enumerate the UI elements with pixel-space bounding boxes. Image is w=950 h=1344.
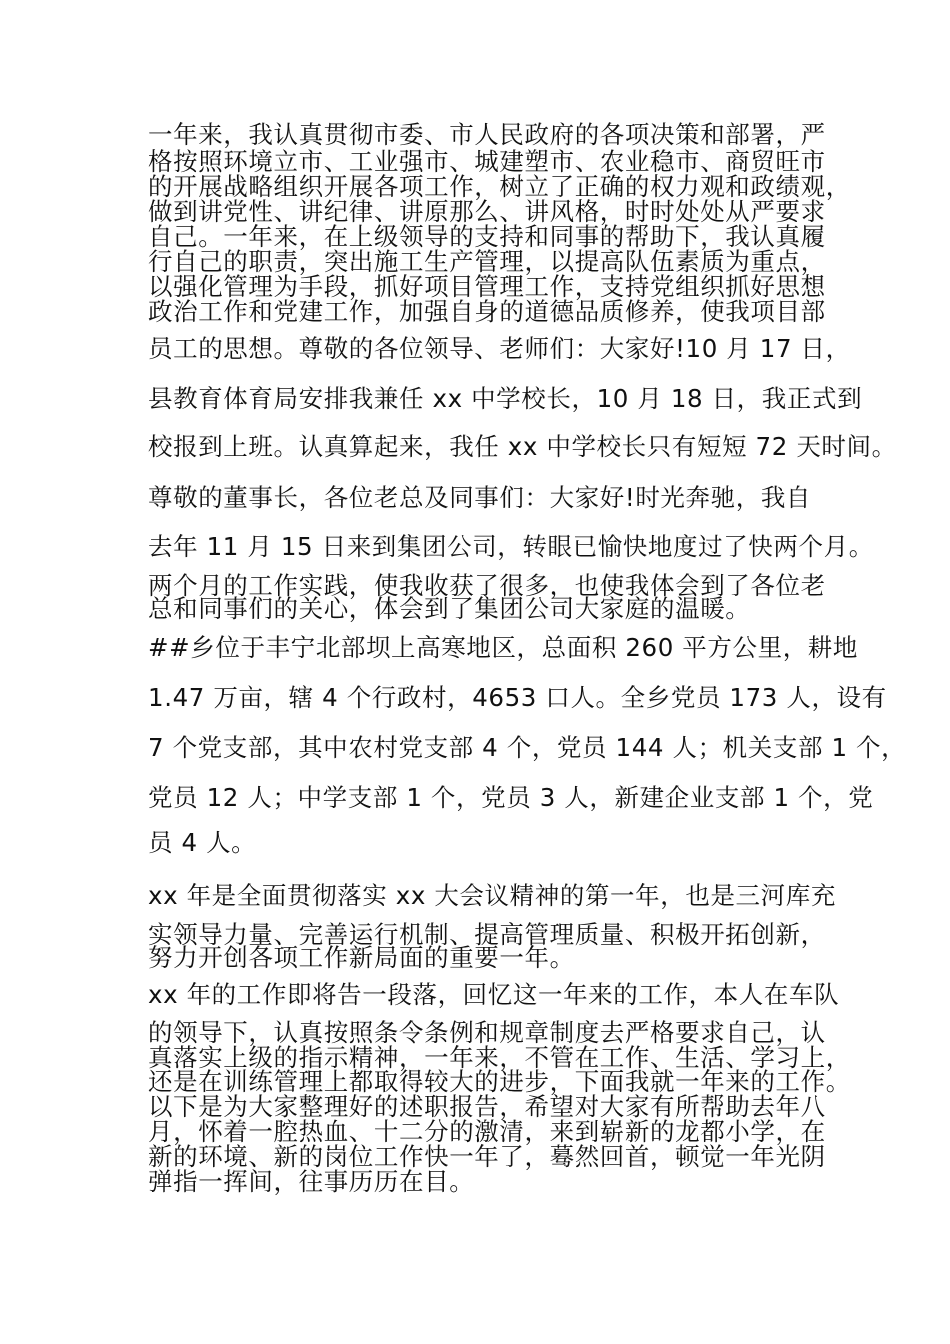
text-line: 真落实上级的指示精神，一年来，不管在工作、生活、学习上， [148, 1043, 851, 1072]
text-line: 去年 11 月 15 日来到集团公司，转眼已愉快地度过了快两个月。 [148, 532, 874, 561]
text-line: 1.47 万亩，辖 4 个行政村，4653 口人。全乡党员 173 人，设有 [148, 683, 887, 712]
text-line: 尊敬的董事长，各位老总及同事们：大家好!时光奔驰，我自 [148, 483, 812, 512]
text-line: 总和同事们的关心，体会到了集团公司大家庭的温暖。 [148, 594, 751, 623]
text-line: xx 年的工作即将告一段落，回忆这一年来的工作，本人在车队 [148, 980, 840, 1009]
text-line: 新的环境、新的岗位工作快一年了，蓦然回首，顿觉一年光阴 [148, 1142, 826, 1171]
text-line: xx 年是全面贯彻落实 xx 大会议精神的第一年，也是三河库充 [148, 881, 836, 910]
text-line: 一年来，我认真贯彻市委、市人民政府的各项决策和部署，严 [148, 120, 826, 149]
text-line: 努力开创各项工作新局面的重要一年。 [148, 943, 575, 972]
text-line: 以下是为大家整理好的述职报告，希望对大家有所帮助去年八 [148, 1092, 826, 1121]
text-line: 实领导力量、完善运行机制、提高管理质量、积极开拓创新， [148, 920, 826, 949]
text-line: 政治工作和党建工作，加强自身的道德品质修养，使我项目部 [148, 297, 826, 326]
text-line: 7 个党支部，其中农村党支部 4 个，党员 144 人；机关支部 1 个， [148, 733, 907, 762]
text-line: 还是在训练管理上都取得较大的进步，下面我就一年来的工作。 [148, 1067, 851, 1096]
text-line: 的领导下，认真按照条令条例和规章制度去严格要求自己，认 [148, 1018, 826, 1047]
text-line: 员工的思想。尊敬的各位领导、老师们：大家好!10 月 17 日， [148, 334, 851, 363]
text-line: 弹指一挥间，往事历历在目。 [148, 1167, 475, 1196]
text-line: 做到讲党性、讲纪律、讲原那么、讲风格，时时处处从严要求 [148, 197, 826, 226]
text-line: 月，怀着一腔热血、十二分的激清，来到崭新的龙都小学，在 [148, 1117, 826, 1146]
text-line: 党员 12 人；中学支部 1 个，党员 3 人，新建企业支部 1 个，党 [148, 783, 874, 812]
text-line: 员 4 人。 [148, 828, 257, 857]
text-line: 校报到上班。认真算起来，我任 xx 中学校长只有短短 72 天时间。 [148, 432, 897, 461]
text-line: 自己。一年来，在上级领导的支持和同事的帮助下，我认真履 [148, 222, 826, 251]
text-line: 县教育体育局安排我兼任 xx 中学校长，10 月 18 日，我正式到 [148, 384, 863, 413]
text-line: ##乡位于丰宁北部坝上高寒地区，总面积 260 平方公里，耕地 [148, 633, 858, 662]
text-line: 两个月的工作实践，使我收获了很多，也使我体会到了各位老 [148, 571, 826, 600]
text-line: 行自己的职责，突出施工生产管理，以提高队伍素质为重点， [148, 247, 826, 276]
text-line: 以强化管理为手段，抓好项目管理工作，支持党组织抓好思想 [148, 272, 826, 301]
text-line: 格按照环境立市、工业强市、城建塑市、农业稳市、商贸旺市 [148, 147, 826, 176]
text-line: 的开展战略组织开展各项工作，树立了正确的权力观和政绩观， [148, 172, 851, 201]
